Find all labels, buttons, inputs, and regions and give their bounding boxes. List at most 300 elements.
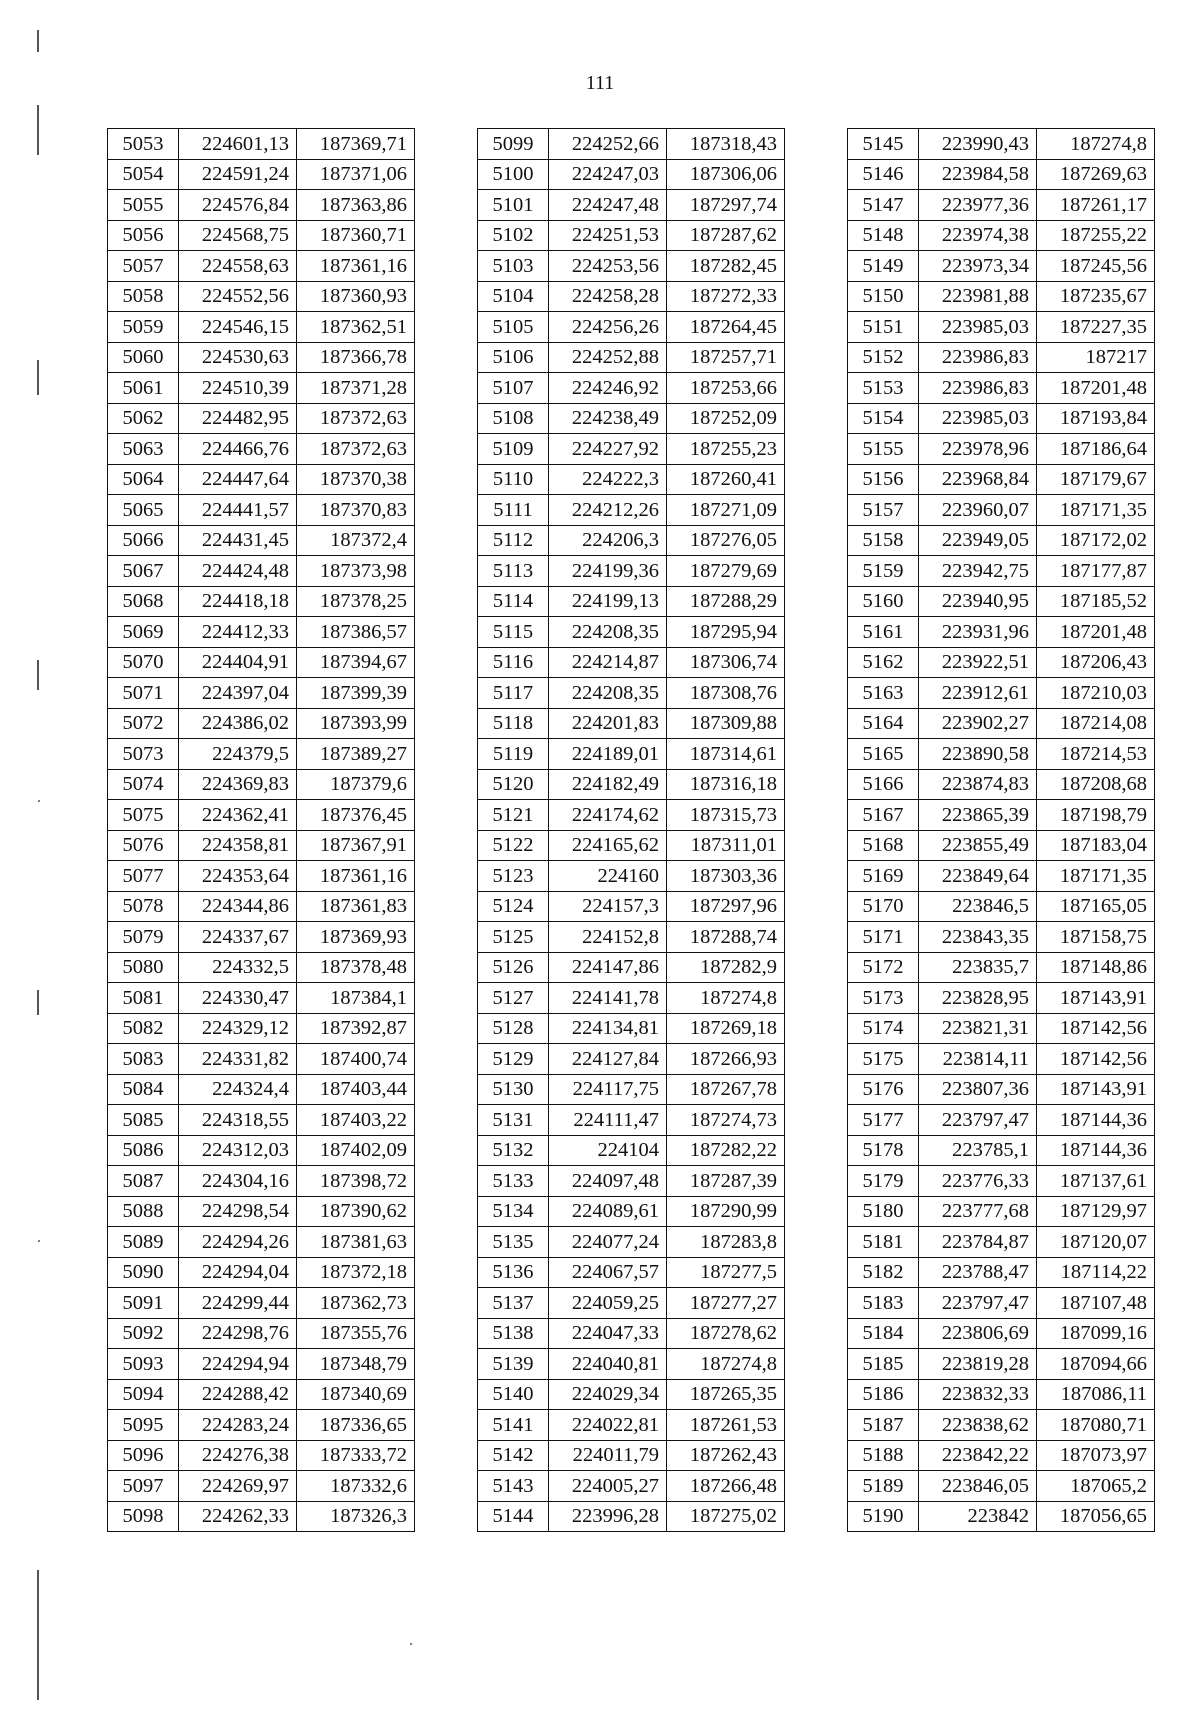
point-number-cell: 5142 xyxy=(478,1440,549,1471)
y-coordinate-cell: 187171,35 xyxy=(1037,495,1155,526)
table-row xyxy=(478,1227,785,1258)
y-coordinate-cell: 187165,05 xyxy=(1037,891,1155,922)
point-number-cell: 5186 xyxy=(848,1379,919,1410)
table-row xyxy=(848,708,1155,739)
table-row xyxy=(478,495,785,526)
table-row xyxy=(478,1471,785,1502)
point-number-cell: 5182 xyxy=(848,1257,919,1288)
point-number-cell: 5095 xyxy=(108,1410,179,1441)
y-coordinate-cell: 187371,06 xyxy=(297,159,415,190)
table-row xyxy=(848,129,1155,160)
point-number-cell: 5126 xyxy=(478,952,549,983)
y-coordinate-cell: 187114,22 xyxy=(1037,1257,1155,1288)
y-coordinate-cell: 187193,84 xyxy=(1037,403,1155,434)
y-coordinate-cell: 187363,86 xyxy=(297,190,415,221)
y-coordinate-cell: 187287,62 xyxy=(667,220,785,251)
point-number-cell: 5073 xyxy=(108,739,179,770)
scan-margin-marks xyxy=(37,0,41,1711)
point-number-cell: 5054 xyxy=(108,159,179,190)
table-row xyxy=(848,1044,1155,1075)
point-number-cell: 5156 xyxy=(848,464,919,495)
point-number-cell: 5059 xyxy=(108,312,179,343)
y-coordinate-cell: 187378,48 xyxy=(297,952,415,983)
x-coordinate-cell: 224258,28 xyxy=(549,281,667,312)
table-row xyxy=(848,1074,1155,1105)
point-number-cell: 5131 xyxy=(478,1105,549,1136)
y-coordinate-cell: 187266,48 xyxy=(667,1471,785,1502)
table-row xyxy=(108,312,415,343)
table-row xyxy=(478,1349,785,1380)
x-coordinate-cell: 224212,26 xyxy=(549,495,667,526)
x-coordinate-cell: 224111,47 xyxy=(549,1105,667,1136)
table-row xyxy=(108,556,415,587)
table-row xyxy=(848,251,1155,282)
point-number-cell: 5064 xyxy=(108,464,179,495)
x-coordinate-cell: 223846,05 xyxy=(919,1471,1037,1502)
table-row xyxy=(478,1501,785,1532)
coordinates-table-3 xyxy=(847,128,1155,1532)
y-coordinate-cell: 187336,65 xyxy=(297,1410,415,1441)
table-row xyxy=(478,525,785,556)
table-row xyxy=(848,1227,1155,1258)
y-coordinate-cell: 187372,18 xyxy=(297,1257,415,1288)
y-coordinate-cell: 187255,22 xyxy=(1037,220,1155,251)
x-coordinate-cell: 224199,13 xyxy=(549,586,667,617)
point-number-cell: 5164 xyxy=(848,708,919,739)
point-number-cell: 5180 xyxy=(848,1196,919,1227)
table-row xyxy=(848,373,1155,404)
x-coordinate-cell: 224552,56 xyxy=(179,281,297,312)
point-number-cell: 5056 xyxy=(108,220,179,251)
point-number-cell: 5090 xyxy=(108,1257,179,1288)
table-row xyxy=(478,373,785,404)
x-coordinate-cell: 224157,3 xyxy=(549,891,667,922)
table-row xyxy=(478,1044,785,1075)
point-number-cell: 5121 xyxy=(478,800,549,831)
table-row xyxy=(848,647,1155,678)
x-coordinate-cell: 223776,33 xyxy=(919,1166,1037,1197)
x-coordinate-cell: 224253,56 xyxy=(549,251,667,282)
y-coordinate-cell: 187361,83 xyxy=(297,891,415,922)
y-coordinate-cell: 187143,91 xyxy=(1037,1074,1155,1105)
point-number-cell: 5189 xyxy=(848,1471,919,1502)
x-coordinate-cell: 224208,35 xyxy=(549,617,667,648)
y-coordinate-cell: 187372,4 xyxy=(297,525,415,556)
point-number-cell: 5119 xyxy=(478,739,549,770)
y-coordinate-cell: 187311,01 xyxy=(667,830,785,861)
point-number-cell: 5063 xyxy=(108,434,179,465)
x-coordinate-cell: 224152,8 xyxy=(549,922,667,953)
x-coordinate-cell: 224332,5 xyxy=(179,952,297,983)
point-number-cell: 5086 xyxy=(108,1135,179,1166)
table-row xyxy=(108,1257,415,1288)
point-number-cell: 5134 xyxy=(478,1196,549,1227)
point-number-cell: 5108 xyxy=(478,403,549,434)
point-number-cell: 5078 xyxy=(108,891,179,922)
point-number-cell: 5152 xyxy=(848,342,919,373)
point-number-cell: 5100 xyxy=(478,159,549,190)
y-coordinate-cell: 187295,94 xyxy=(667,617,785,648)
point-number-cell: 5151 xyxy=(848,312,919,343)
point-number-cell: 5159 xyxy=(848,556,919,587)
table-row xyxy=(478,1318,785,1349)
y-coordinate-cell: 187142,56 xyxy=(1037,1044,1155,1075)
table-row xyxy=(108,1013,415,1044)
y-coordinate-cell: 187360,71 xyxy=(297,220,415,251)
x-coordinate-cell: 224201,83 xyxy=(549,708,667,739)
point-number-cell: 5161 xyxy=(848,617,919,648)
table-row xyxy=(848,769,1155,800)
point-number-cell: 5115 xyxy=(478,617,549,648)
table-row xyxy=(108,190,415,221)
x-coordinate-cell: 224104 xyxy=(549,1135,667,1166)
coordinates-table-2 xyxy=(477,128,785,1532)
y-coordinate-cell: 187384,1 xyxy=(297,983,415,1014)
x-coordinate-cell: 223890,58 xyxy=(919,739,1037,770)
table-row xyxy=(478,647,785,678)
point-number-cell: 5094 xyxy=(108,1379,179,1410)
x-coordinate-cell: 223986,83 xyxy=(919,373,1037,404)
y-coordinate-cell: 187282,45 xyxy=(667,251,785,282)
x-coordinate-cell: 224182,49 xyxy=(549,769,667,800)
y-coordinate-cell: 187276,05 xyxy=(667,525,785,556)
x-coordinate-cell: 224022,81 xyxy=(549,1410,667,1441)
y-coordinate-cell: 187208,68 xyxy=(1037,769,1155,800)
y-coordinate-cell: 187274,8 xyxy=(667,983,785,1014)
point-number-cell: 5166 xyxy=(848,769,919,800)
table-row xyxy=(848,495,1155,526)
table-row xyxy=(478,708,785,739)
x-coordinate-cell: 224530,63 xyxy=(179,342,297,373)
x-coordinate-cell: 224246,92 xyxy=(549,373,667,404)
table-row xyxy=(848,1349,1155,1380)
x-coordinate-cell: 223973,34 xyxy=(919,251,1037,282)
y-coordinate-cell: 187277,5 xyxy=(667,1257,785,1288)
point-number-cell: 5111 xyxy=(478,495,549,526)
point-number-cell: 5109 xyxy=(478,434,549,465)
table-row xyxy=(108,739,415,770)
y-coordinate-cell: 187369,93 xyxy=(297,922,415,953)
point-number-cell: 5058 xyxy=(108,281,179,312)
x-coordinate-cell: 224011,79 xyxy=(549,1440,667,1471)
y-coordinate-cell: 187099,16 xyxy=(1037,1318,1155,1349)
y-coordinate-cell: 187355,76 xyxy=(297,1318,415,1349)
table-row xyxy=(848,1318,1155,1349)
x-coordinate-cell: 224424,48 xyxy=(179,556,297,587)
point-number-cell: 5181 xyxy=(848,1227,919,1258)
y-coordinate-cell: 187370,83 xyxy=(297,495,415,526)
table-row xyxy=(848,739,1155,770)
x-coordinate-cell: 223821,31 xyxy=(919,1013,1037,1044)
table-row xyxy=(848,586,1155,617)
point-number-cell: 5184 xyxy=(848,1318,919,1349)
y-coordinate-cell: 187255,23 xyxy=(667,434,785,465)
y-coordinate-cell: 187269,18 xyxy=(667,1013,785,1044)
y-coordinate-cell: 187366,78 xyxy=(297,342,415,373)
table-row xyxy=(108,1440,415,1471)
x-coordinate-cell: 223832,33 xyxy=(919,1379,1037,1410)
x-coordinate-cell: 223902,27 xyxy=(919,708,1037,739)
point-number-cell: 5190 xyxy=(848,1501,919,1532)
y-coordinate-cell: 187277,27 xyxy=(667,1288,785,1319)
x-coordinate-cell: 223842 xyxy=(919,1501,1037,1532)
x-coordinate-cell: 224227,92 xyxy=(549,434,667,465)
point-number-cell: 5114 xyxy=(478,586,549,617)
point-number-cell: 5172 xyxy=(848,952,919,983)
y-coordinate-cell: 187318,43 xyxy=(667,129,785,160)
y-coordinate-cell: 187080,71 xyxy=(1037,1410,1155,1441)
point-number-cell: 5179 xyxy=(848,1166,919,1197)
y-coordinate-cell: 187290,99 xyxy=(667,1196,785,1227)
x-coordinate-cell: 224047,33 xyxy=(549,1318,667,1349)
table-row xyxy=(108,342,415,373)
point-number-cell: 5139 xyxy=(478,1349,549,1380)
point-number-cell: 5187 xyxy=(848,1410,919,1441)
table-row xyxy=(108,1135,415,1166)
point-number-cell: 5177 xyxy=(848,1105,919,1136)
table-row xyxy=(478,129,785,160)
point-number-cell: 5083 xyxy=(108,1044,179,1075)
y-coordinate-cell: 187201,48 xyxy=(1037,617,1155,648)
table-row xyxy=(848,952,1155,983)
y-coordinate-cell: 187073,97 xyxy=(1037,1440,1155,1471)
point-number-cell: 5170 xyxy=(848,891,919,922)
table-row xyxy=(108,1196,415,1227)
point-number-cell: 5185 xyxy=(848,1349,919,1380)
point-number-cell: 5076 xyxy=(108,830,179,861)
table-row xyxy=(848,1257,1155,1288)
table-row xyxy=(478,1379,785,1410)
point-number-cell: 5162 xyxy=(848,647,919,678)
y-coordinate-cell: 187386,57 xyxy=(297,617,415,648)
x-coordinate-cell: 224283,24 xyxy=(179,1410,297,1441)
y-coordinate-cell: 187142,56 xyxy=(1037,1013,1155,1044)
table-row xyxy=(108,586,415,617)
point-number-cell: 5143 xyxy=(478,1471,549,1502)
point-number-cell: 5135 xyxy=(478,1227,549,1258)
x-coordinate-cell: 224252,88 xyxy=(549,342,667,373)
x-coordinate-cell: 224379,5 xyxy=(179,739,297,770)
x-coordinate-cell: 224029,34 xyxy=(549,1379,667,1410)
x-coordinate-cell: 224568,75 xyxy=(179,220,297,251)
table-row xyxy=(848,1501,1155,1532)
point-number-cell: 5055 xyxy=(108,190,179,221)
x-coordinate-cell: 224256,26 xyxy=(549,312,667,343)
x-coordinate-cell: 224214,87 xyxy=(549,647,667,678)
y-coordinate-cell: 187340,69 xyxy=(297,1379,415,1410)
point-number-cell: 5061 xyxy=(108,373,179,404)
x-coordinate-cell: 224304,16 xyxy=(179,1166,297,1197)
point-number-cell: 5120 xyxy=(478,769,549,800)
table-row xyxy=(108,434,415,465)
x-coordinate-cell: 223874,83 xyxy=(919,769,1037,800)
point-number-cell: 5071 xyxy=(108,678,179,709)
table-row xyxy=(848,1166,1155,1197)
point-number-cell: 5092 xyxy=(108,1318,179,1349)
point-number-cell: 5125 xyxy=(478,922,549,953)
y-coordinate-cell: 187266,93 xyxy=(667,1044,785,1075)
table-row xyxy=(848,464,1155,495)
table-row xyxy=(478,312,785,343)
table-row xyxy=(478,617,785,648)
x-coordinate-cell: 223996,28 xyxy=(549,1501,667,1532)
point-number-cell: 5088 xyxy=(108,1196,179,1227)
x-coordinate-cell: 224353,64 xyxy=(179,861,297,892)
point-number-cell: 5188 xyxy=(848,1440,919,1471)
table-row xyxy=(108,1074,415,1105)
point-number-cell: 5153 xyxy=(848,373,919,404)
y-coordinate-cell: 187271,09 xyxy=(667,495,785,526)
y-coordinate-cell: 187378,25 xyxy=(297,586,415,617)
y-coordinate-cell: 187269,63 xyxy=(1037,159,1155,190)
point-number-cell: 5077 xyxy=(108,861,179,892)
x-coordinate-cell: 224418,18 xyxy=(179,586,297,617)
x-coordinate-cell: 224431,45 xyxy=(179,525,297,556)
table-row xyxy=(478,220,785,251)
y-coordinate-cell: 187392,87 xyxy=(297,1013,415,1044)
x-coordinate-cell: 224294,94 xyxy=(179,1349,297,1380)
x-coordinate-cell: 224252,66 xyxy=(549,129,667,160)
y-coordinate-cell: 187056,65 xyxy=(1037,1501,1155,1532)
point-number-cell: 5141 xyxy=(478,1410,549,1441)
y-coordinate-cell: 187143,91 xyxy=(1037,983,1155,1014)
table-row xyxy=(478,586,785,617)
point-number-cell: 5132 xyxy=(478,1135,549,1166)
y-coordinate-cell: 187186,64 xyxy=(1037,434,1155,465)
x-coordinate-cell: 223797,47 xyxy=(919,1288,1037,1319)
point-number-cell: 5168 xyxy=(848,830,919,861)
point-number-cell: 5089 xyxy=(108,1227,179,1258)
table-row xyxy=(478,800,785,831)
point-number-cell: 5174 xyxy=(848,1013,919,1044)
x-coordinate-cell: 224141,78 xyxy=(549,983,667,1014)
point-number-cell: 5112 xyxy=(478,525,549,556)
table-row xyxy=(848,1410,1155,1441)
y-coordinate-cell: 187235,67 xyxy=(1037,281,1155,312)
x-coordinate-cell: 224397,04 xyxy=(179,678,297,709)
point-number-cell: 5062 xyxy=(108,403,179,434)
point-number-cell: 5150 xyxy=(848,281,919,312)
y-coordinate-cell: 187367,91 xyxy=(297,830,415,861)
x-coordinate-cell: 224441,57 xyxy=(179,495,297,526)
point-number-cell: 5117 xyxy=(478,678,549,709)
x-coordinate-cell: 224247,03 xyxy=(549,159,667,190)
x-coordinate-cell: 224117,75 xyxy=(549,1074,667,1105)
point-number-cell: 5124 xyxy=(478,891,549,922)
y-coordinate-cell: 187264,45 xyxy=(667,312,785,343)
y-coordinate-cell: 187210,03 xyxy=(1037,678,1155,709)
point-number-cell: 5136 xyxy=(478,1257,549,1288)
table-row xyxy=(478,251,785,282)
y-coordinate-cell: 187183,04 xyxy=(1037,830,1155,861)
point-number-cell: 5147 xyxy=(848,190,919,221)
table-row xyxy=(848,1196,1155,1227)
y-coordinate-cell: 187177,87 xyxy=(1037,556,1155,587)
table-row xyxy=(478,891,785,922)
point-number-cell: 5074 xyxy=(108,769,179,800)
y-coordinate-cell: 187372,63 xyxy=(297,434,415,465)
y-coordinate-cell: 187393,99 xyxy=(297,708,415,739)
table-row xyxy=(108,830,415,861)
table-row xyxy=(848,1440,1155,1471)
y-coordinate-cell: 187137,61 xyxy=(1037,1166,1155,1197)
table-row xyxy=(108,1410,415,1441)
x-coordinate-cell: 224404,91 xyxy=(179,647,297,678)
table-row xyxy=(108,1318,415,1349)
point-number-cell: 5137 xyxy=(478,1288,549,1319)
table-row xyxy=(108,1227,415,1258)
point-number-cell: 5160 xyxy=(848,586,919,617)
y-coordinate-cell: 187372,63 xyxy=(297,403,415,434)
x-coordinate-cell: 224591,24 xyxy=(179,159,297,190)
y-coordinate-cell: 187348,79 xyxy=(297,1349,415,1380)
table-row xyxy=(478,983,785,1014)
x-coordinate-cell: 224331,82 xyxy=(179,1044,297,1075)
point-number-cell: 5176 xyxy=(848,1074,919,1105)
point-number-cell: 5110 xyxy=(478,464,549,495)
table-row xyxy=(848,1379,1155,1410)
y-coordinate-cell: 187129,97 xyxy=(1037,1196,1155,1227)
x-coordinate-cell: 223835,7 xyxy=(919,952,1037,983)
point-number-cell: 5122 xyxy=(478,830,549,861)
y-coordinate-cell: 187282,9 xyxy=(667,952,785,983)
x-coordinate-cell: 224174,62 xyxy=(549,800,667,831)
table-row xyxy=(848,434,1155,465)
x-coordinate-cell: 223912,61 xyxy=(919,678,1037,709)
table-row xyxy=(478,952,785,983)
y-coordinate-cell: 187390,62 xyxy=(297,1196,415,1227)
x-coordinate-cell: 224601,13 xyxy=(179,129,297,160)
x-coordinate-cell: 224510,39 xyxy=(179,373,297,404)
table-row xyxy=(108,708,415,739)
x-coordinate-cell: 224089,61 xyxy=(549,1196,667,1227)
point-number-cell: 5130 xyxy=(478,1074,549,1105)
point-number-cell: 5066 xyxy=(108,525,179,556)
y-coordinate-cell: 187144,36 xyxy=(1037,1135,1155,1166)
table-row xyxy=(478,922,785,953)
point-number-cell: 5149 xyxy=(848,251,919,282)
x-coordinate-cell: 223865,39 xyxy=(919,800,1037,831)
x-coordinate-cell: 224482,95 xyxy=(179,403,297,434)
table-row xyxy=(848,556,1155,587)
y-coordinate-cell: 187288,74 xyxy=(667,922,785,953)
point-number-cell: 5068 xyxy=(108,586,179,617)
point-number-cell: 5067 xyxy=(108,556,179,587)
x-coordinate-cell: 224127,84 xyxy=(549,1044,667,1075)
point-number-cell: 5084 xyxy=(108,1074,179,1105)
table-row xyxy=(478,403,785,434)
x-coordinate-cell: 223849,64 xyxy=(919,861,1037,892)
y-coordinate-cell: 187361,16 xyxy=(297,861,415,892)
y-coordinate-cell: 187314,61 xyxy=(667,739,785,770)
table-row xyxy=(108,952,415,983)
y-coordinate-cell: 187332,6 xyxy=(297,1471,415,1502)
y-coordinate-cell: 187398,72 xyxy=(297,1166,415,1197)
point-number-cell: 5104 xyxy=(478,281,549,312)
y-coordinate-cell: 187282,22 xyxy=(667,1135,785,1166)
table-row xyxy=(478,1013,785,1044)
y-coordinate-cell: 187316,18 xyxy=(667,769,785,800)
x-coordinate-cell: 224369,83 xyxy=(179,769,297,800)
y-coordinate-cell: 187179,67 xyxy=(1037,464,1155,495)
point-number-cell: 5099 xyxy=(478,129,549,160)
x-coordinate-cell: 224077,24 xyxy=(549,1227,667,1258)
point-number-cell: 5081 xyxy=(108,983,179,1014)
table-row xyxy=(108,129,415,160)
y-coordinate-cell: 187333,72 xyxy=(297,1440,415,1471)
x-coordinate-cell: 223949,05 xyxy=(919,525,1037,556)
table-row xyxy=(848,800,1155,831)
